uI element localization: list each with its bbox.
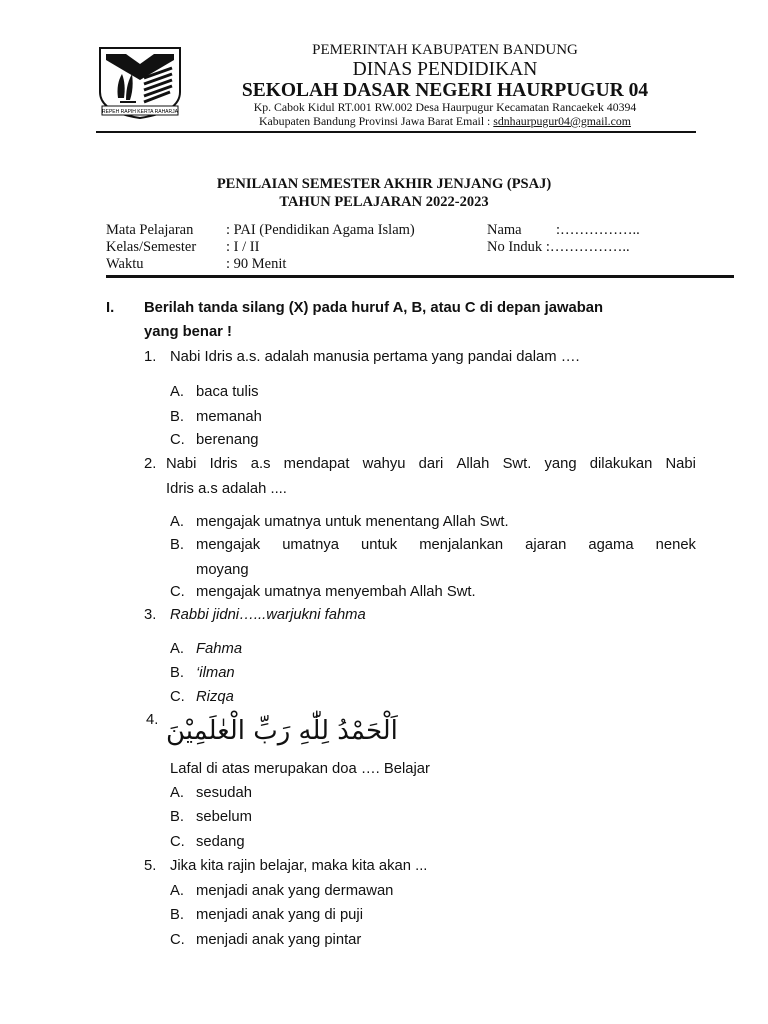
q2-option-b-line2[interactable]: moyang (196, 562, 249, 578)
q2-option-b[interactable]: mengajak umatnya untuk menjalankan ajaran agama nenek (196, 537, 696, 553)
letterhead-city-email (200, 114, 690, 129)
time-label: Waktu (106, 256, 144, 272)
q5-option-a[interactable]: A. menjadi anak yang dermawan (170, 883, 394, 899)
q2-option-b-key[interactable]: B. (170, 537, 184, 553)
letterhead-department: DINAS PENDIDIKAN (352, 59, 538, 80)
q3-option-a[interactable]: A. Fahma (170, 641, 243, 657)
section-instruction-line1: Berilah tanda silang (X) pada huruf A, B, atau C di depan jawaban (144, 300, 604, 316)
question-2-text-line2: Idris a.s adalah .... (166, 481, 287, 497)
name-field[interactable]: :…………….. (556, 222, 640, 238)
name-label: Nama (487, 222, 522, 238)
time-value: : 90 Menit (226, 256, 287, 272)
info-divider (106, 275, 734, 278)
q4-option-a[interactable]: A. sesudah (170, 785, 252, 801)
question-4-number: 4. (146, 712, 159, 728)
student-id-line (487, 239, 630, 256)
letterhead-address: Kp. Cabok Kidul RT.001 RW.002 Desa Haurpugur Kecamatan Rancaekek 40394 (253, 100, 637, 114)
question-text: Jika kita rajin belajar, maka kita akan ... (170, 858, 428, 874)
question-text: Rabbi jidni…...warjukni fahma (170, 607, 366, 623)
question-4-text: Lafal di atas merupakan doa …. Belajar (170, 761, 430, 777)
exam-title: PENILAIAN SEMESTER AKHIR JENJANG (PSAJ) (216, 176, 552, 192)
question-2-text-line1: Nabi Idris a.s mendapat wahyu dari Allah Swt. yang dilakukan Nabi (166, 456, 696, 472)
q5-option-c[interactable]: C. menjadi anak yang pintar (170, 932, 362, 948)
q5-option-b[interactable]: B. menjadi anak yang di puji (170, 907, 363, 923)
question-3: 3. Rabbi jidni…...warjukni fahma (144, 607, 366, 623)
question-2-number: 2. (144, 456, 157, 472)
q4-option-b[interactable]: B. sebelum (170, 809, 252, 825)
letterhead-government: PEMERINTAH KABUPATEN BANDUNG (312, 42, 578, 58)
school-district-logo (96, 44, 184, 120)
class-label: Kelas/Semester (106, 239, 197, 255)
subject-label: Mata Pelajaran (106, 222, 194, 238)
question-text: Nabi Idris a.s. adalah manusia pertama yang pandai dalam …. (170, 349, 580, 365)
question-1 (144, 349, 580, 365)
letterhead-school-name: SEKOLAH DASAR NEGERI HAURPUGUR 04 (241, 80, 649, 101)
id-label: No Induk (487, 239, 543, 255)
q1-option-c[interactable]: C. berenang (170, 432, 259, 448)
letterhead-email[interactable]: sdnhaurpugur04@gmail.com (493, 114, 631, 128)
class-value: : I / II (226, 239, 260, 255)
subject-value: : PAI (Pendidikan Agama Islam) (226, 222, 415, 238)
letterhead-divider (96, 131, 696, 133)
q1-option-a[interactable]: A. baca tulis (170, 384, 259, 400)
question-number: 1. (144, 349, 157, 365)
q2-option-c[interactable]: C. mengajak umatnya menyembah Allah Swt. (170, 584, 476, 600)
q3-option-b[interactable]: B. ‘ilman (170, 665, 235, 681)
id-field[interactable]: :…………….. (545, 239, 630, 255)
question-5: 5. Jika kita rajin belajar, maka kita akan ... (144, 858, 428, 874)
section-number: I. (106, 300, 115, 316)
q4-option-c[interactable]: C. sedang (170, 834, 245, 850)
q1-option-b[interactable]: B. memanah (170, 409, 262, 425)
arabic-prayer-text: اَلْحَمْدُ لِلّٰهِ رَبِّ الْعٰلَمِيْنَ (166, 716, 398, 746)
letterhead-city: Kabupaten Bandung Provinsi Jawa Barat Email : (259, 114, 494, 128)
section-instruction-line2: yang benar ! (144, 324, 232, 340)
q2-option-a[interactable]: A. mengajak umatnya untuk menentang Allah Swt. (170, 514, 509, 530)
q3-option-c[interactable]: C. Rizqa (170, 689, 234, 705)
logo-motto: REPEH RAPIH KERTA RAHARJA (102, 109, 178, 115)
exam-year: TAHUN PELAJARAN 2022-2023 (279, 194, 489, 210)
